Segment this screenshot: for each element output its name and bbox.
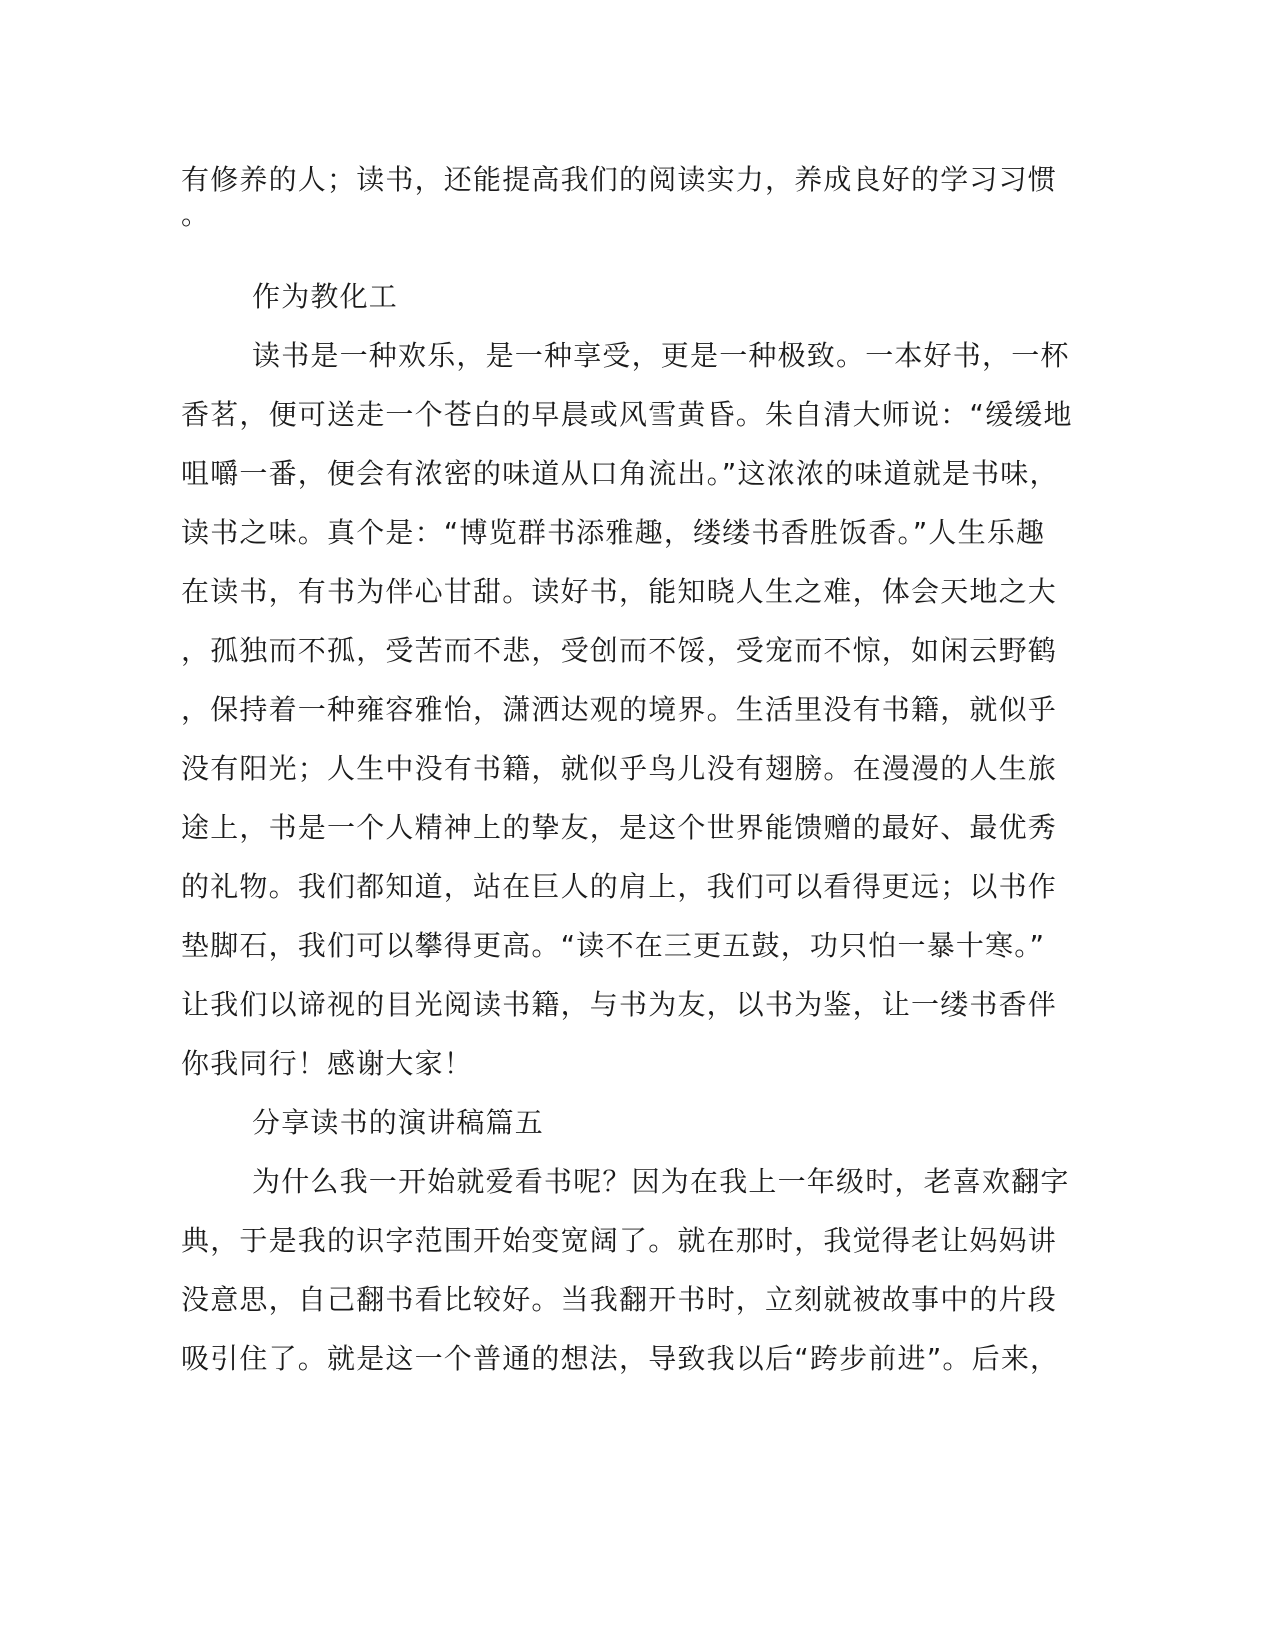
text-line: 让我们以谛视的目光阅读书籍，与书为友，以书为鉴，让一缕书香伴	[181, 988, 1058, 1021]
text-line: ，孤独而不孤，受苦而不悲，受创而不馁，受宠而不惊，如闲云野鹤	[181, 634, 1058, 667]
text-line: 。	[181, 198, 211, 231]
text-line: 没有阳光；人生中没有书籍，就似乎鸟儿没有翅膀。在漫漫的人生旅	[181, 752, 1058, 785]
text-line: 的礼物。我们都知道，站在巨人的肩上，我们可以看得更远；以书作	[181, 870, 1058, 903]
heading-line: 作为教化工	[252, 280, 399, 313]
text-line: 咀嚼一番，便会有浓密的味道从口角流出。”这浓浓的味道就是书味，	[181, 457, 1059, 490]
text-line: 读书之味。真个是：“博览群书添雅趣，缕缕书香胜饭香。”人生乐趣	[181, 516, 1046, 549]
text-line: 吸引住了。就是这一个普通的想法，导致我以后“跨步前进”。后来，	[181, 1342, 1060, 1375]
text-line: 你我同行！感谢大家！	[181, 1047, 474, 1080]
paragraph-first-line: 读书是一种欢乐，是一种享受，更是一种极致。一本好书，一杯	[252, 339, 1070, 372]
text-line: 垫脚石，我们可以攀得更高。“读不在三更五鼓，功只怕一暴十寒。”	[181, 929, 1046, 962]
text-line: 典，于是我的识字范围开始变宽阔了。就在那时，我觉得老让妈妈讲	[181, 1224, 1058, 1257]
text-line: 没意思，自己翻书看比较好。当我翻开书时，立刻就被故事中的片段	[181, 1283, 1058, 1316]
text-line: ，保持着一种雍容雅怡，潇洒达观的境界。生活里没有书籍，就似乎	[181, 693, 1058, 726]
text-line: 有修养的人；读书，还能提高我们的阅读实力，养成良好的学习习惯	[181, 163, 1058, 196]
text-line: 途上，书是一个人精神上的挚友，是这个世界能馈赠的最好、最优秀	[181, 811, 1058, 844]
paragraph-first-line: 为什么我一开始就爱看书呢？因为在我上一年级时，老喜欢翻字	[252, 1165, 1070, 1198]
section-heading: 分享读书的演讲稿篇五	[252, 1106, 545, 1139]
text-line: 在读书，有书为伴心甘甜。读好书，能知晓人生之难，体会天地之大	[181, 575, 1058, 608]
text-line: 香茗，便可送走一个苍白的早晨或风雪黄昏。朱自清大师说：“缓缓地	[181, 398, 1073, 431]
